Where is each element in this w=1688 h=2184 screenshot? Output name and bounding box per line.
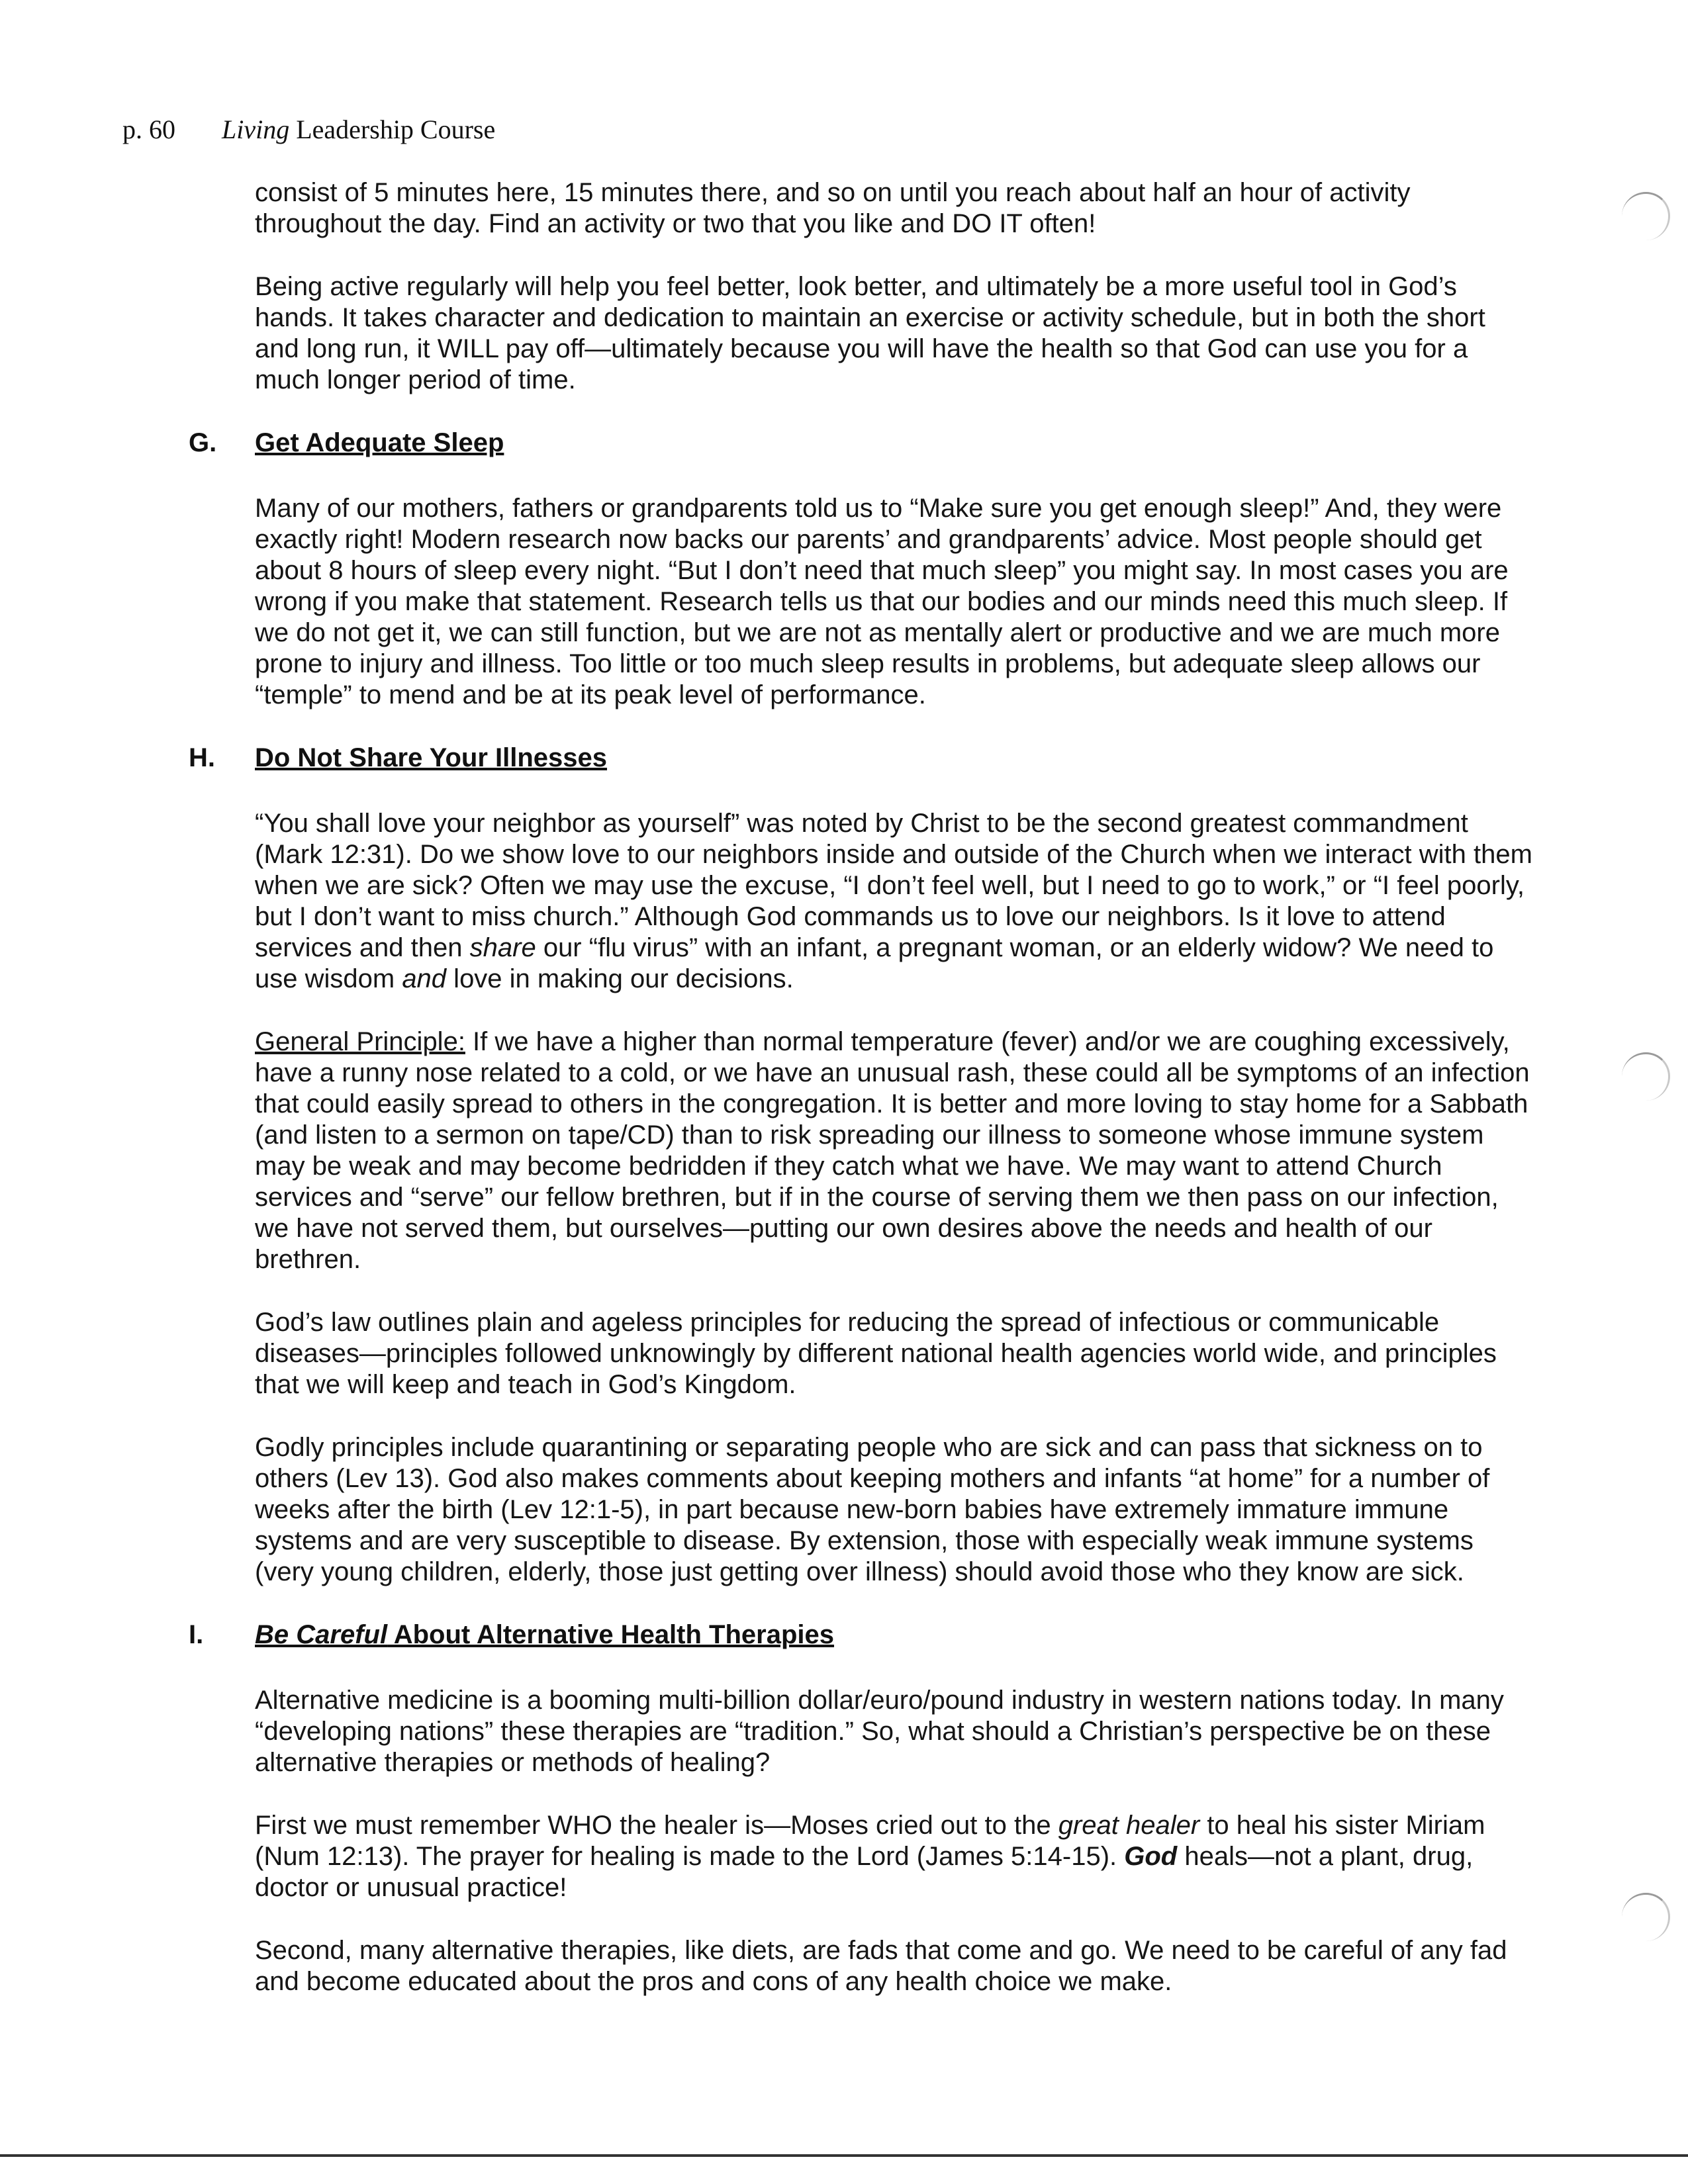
h-p1-share: share bbox=[469, 933, 536, 962]
section-g-title: Get Adequate Sleep bbox=[255, 428, 504, 457]
h-p2-text: If we have a higher than normal temperature (fever) and/or we are coughing excessively, have a runny nose related to a cold, or we have an unusual rash, these could all be symptoms of an infection that could easily spread to others in the congregation. It is better and more loving to stay home for a Sabbath (and listen to a sermon on tape/CD) than to risk spreading our illness to someone whose immune system may be weak and may become bedridden if they catch what we have. We may want to attend Church services and “serve” our fellow brethren, but if in the course of serving them we then pass on our infection, we have not served them, but ourselves—putting our own desires above the needs and health of our brethren. bbox=[255, 1027, 1530, 1274]
page-content bbox=[189, 177, 1536, 2029]
running-header bbox=[122, 114, 495, 145]
section-g-paragraph-1: Many of our mothers, fathers or grandparents told us to “Make sure you get enough sleep!” And, they were exactly right! Modern research now backs our parents’ and grandparents’ advice. Most people should get about 8 hours of sleep every night. “But I don’t need that much sleep” you might say. In most cases you are wrong if you make that statement. Research tells us that our bodies and our minds need this much sleep. If we do not get it, we can still function, but we are not as mentally alert or productive and we are much more prone to injury and illness. Too little or too much sleep results in problems, but adequate sleep allows our “temple” to mend and be at its peak level of performance. bbox=[255, 494, 1509, 709]
section-i bbox=[189, 1619, 1536, 1651]
h-p1-text-b: our “flu virus” with an infant, a pregnant woman, or an elderly widow? We need to use wisdom bbox=[255, 933, 1494, 993]
section-g-letter: G. bbox=[189, 428, 217, 457]
scan-bottom-edge bbox=[0, 2154, 1688, 2157]
binder-hole-mark bbox=[1622, 1052, 1670, 1101]
i-p2-text-b: to heal his sister Miriam (Num 12:13). The prayer for healing is made to the Lord (James 5:14-15). bbox=[255, 1811, 1485, 1871]
section-g bbox=[189, 428, 1536, 459]
course-title-rest: Leadership Course bbox=[289, 114, 496, 144]
section-i-title-rest: About Alternative Health Therapies bbox=[387, 1620, 835, 1649]
section-i-paragraph-3: Second, many alternative therapies, like diets, are fads that come and go. We need to be careful of any fad and become educated about the pros and cons of any health choice we make. bbox=[255, 1936, 1507, 1996]
h-p1-text-c: love in making our decisions. bbox=[446, 964, 794, 993]
section-h-title: Do Not Share Your Illnesses bbox=[255, 743, 608, 772]
i-p2-great-healer: great healer bbox=[1058, 1811, 1200, 1840]
h-p1-and: and bbox=[402, 964, 447, 993]
section-h-paragraph-3: God’s law outlines plain and ageless principles for reducing the spread of infectious or communicable diseases—principles followed unknowingly by different national health agencies world wide, and principles that we will keep and teach in God’s Kingdom. bbox=[255, 1308, 1497, 1399]
section-h-letter: H. bbox=[189, 743, 215, 772]
i-p2-text-a: First we must remember WHO the healer is—Moses cried out to the bbox=[255, 1811, 1058, 1840]
i-p2-god: God bbox=[1124, 1842, 1178, 1871]
binder-hole-mark bbox=[1622, 192, 1670, 240]
section-i-letter: I. bbox=[189, 1620, 204, 1649]
section-i-title-italic: Be Careful bbox=[255, 1620, 388, 1649]
section-h-paragraph-2 bbox=[255, 1026, 1536, 1275]
section-i-title bbox=[255, 1619, 1536, 1651]
course-title-italic: Living bbox=[222, 114, 290, 144]
binder-hole-mark bbox=[1622, 1893, 1670, 1941]
binder-hole-marks bbox=[1595, 0, 1688, 2184]
section-h bbox=[189, 743, 1536, 774]
page-number: p. 60 bbox=[122, 114, 175, 144]
section-h-paragraph-1 bbox=[255, 808, 1536, 995]
intro-paragraph-1: consist of 5 minutes here, 15 minutes there, and so on until you reach about half an hour of activity throughout the day. Find an activity or two that you like and DO IT often! bbox=[255, 178, 1411, 238]
h-p1-text-a: “You shall love your neighbor as yourself” was noted by Christ to be the second greatest commandment (Mark 12:31). Do we show love to our neighbors inside and outside of the Church when we interact with them when we are sick? Often we may use the excuse, “I don’t feel well, but I need to go to work,” or “I feel poorly, but I don’t want to miss church.” Although God commands us to love our neighbors. Is it love to attend services and then bbox=[255, 809, 1532, 962]
intro-paragraph-2: Being active regularly will help you feel better, look better, and ultimately be a more useful tool in God’s hands. It takes character and dedication to maintain an exercise or activity schedule, but in both the short and long run, it WILL pay off—ultimately because you will have the health so that God can use you for a much longer period of time. bbox=[255, 272, 1485, 394]
section-h-paragraph-4: Godly principles include quarantining or separating people who are sick and can pass that sickness on to others (Lev 13). God also makes comments about keeping mothers and infants “at home” for a number of weeks after the birth (Lev 12:1-5), in part because new-born babies have extremely immature immune systems and are very susceptible to disease. By extension, those with especially weak immune systems (very young children, elderly, those just getting over illness) should avoid those who they know are sick. bbox=[255, 1433, 1490, 1586]
i-p2-text-c: heals—not a plant, drug, doctor or unusual practice! bbox=[255, 1842, 1474, 1902]
general-principle-label: General Principle: bbox=[255, 1027, 465, 1056]
section-i-paragraph-2 bbox=[255, 1810, 1536, 1903]
section-i-paragraph-1: Alternative medicine is a booming multi-billion dollar/euro/pound industry in western nations today. In many “developing nations” these therapies are “tradition.” So, what should a Christian’s perspective be on these alternative therapies or methods of healing? bbox=[255, 1686, 1504, 1777]
